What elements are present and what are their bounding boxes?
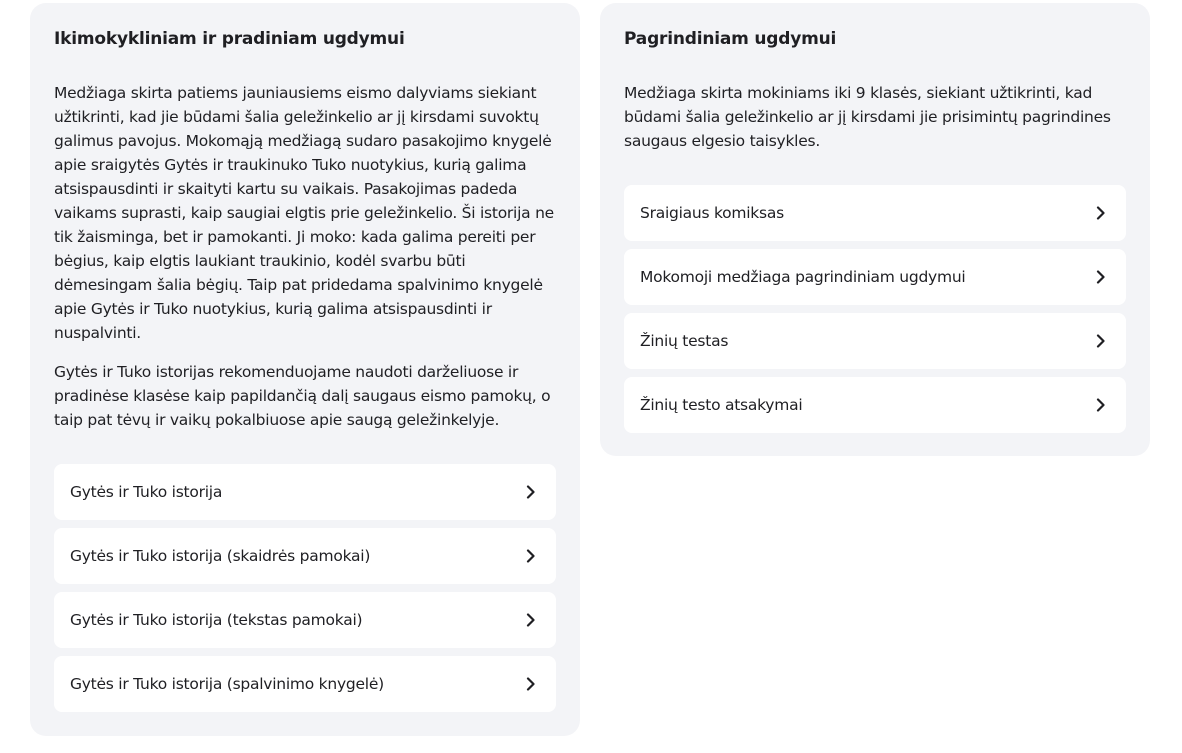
chevron-right-icon	[1096, 398, 1106, 412]
card-preschool-primary	[30, 3, 580, 736]
resource-link-test-answers[interactable]	[624, 377, 1126, 433]
card-description: Medžiaga skirta patiems jauniausiems eismo dalyviams siekiant užtikrinti, kad jie būdami šalia geležinkelio ar jį kirsdami suvoktų galimus pavojus. Mokomąją medžiagą sudaro pasakojimo knygelė apie sraigytės Gytės ir traukinuko Tuko nuotykius, kurią galima atsispausdinti ir skaityti kartu su vaikais. Pasakojimas padeda vaikams suprasti, kaip saugiai elgtis prie geležinkelio. Ši istorija ne tik žaisminga, bet ir pamokanti. Ji moko: kada galima pereiti per bėgius, kaip elgtis laukiant traukinio, kodėl svarbu būti dėmesingam šalia bėgių. Taip pat pridedama spalvinimo knygelė apie Gytės ir Tuko nuotykius, kurią galima atsispausdinti ir nuspalvinti.	[54, 84, 554, 342]
resource-links	[624, 185, 1126, 433]
resource-link-story-slides[interactable]	[54, 528, 556, 584]
resource-link-label: Gytės ir Tuko istorija (tekstas pamokai)	[70, 611, 363, 629]
resource-link-teaching-material[interactable]	[624, 249, 1126, 305]
resource-link-label: Žinių testas	[640, 332, 729, 350]
chevron-right-icon	[1096, 334, 1106, 348]
resource-link-knowledge-test[interactable]	[624, 313, 1126, 369]
resource-link-coloring-book[interactable]	[54, 656, 556, 712]
chevron-right-icon	[526, 549, 536, 563]
resource-link-comic[interactable]	[624, 185, 1126, 241]
resource-link-label: Gytės ir Tuko istorija (skaidrės pamokai)	[70, 547, 371, 565]
card-recommendation: Gytės ir Tuko istorijas rekomenduojame naudoti darželiuose ir pradinėse klasėse kaip papildančią dalį saugaus eismo pamokų, o taip pat tėvų ir vaikų pokalbiuose apie saugą geležinkelyje.	[54, 363, 551, 429]
card-description: Medžiaga skirta mokiniams iki 9 klasės, siekiant užtikrinti, kad būdami šalia geležinkelio ar jį kirsdami jie prisimintų pagrindines saugaus elgesio taisykles.	[624, 84, 1111, 150]
chevron-right-icon	[526, 677, 536, 691]
card-title: Ikimokykliniam ir pradiniam ugdymui	[54, 29, 405, 49]
resource-link-story-text[interactable]	[54, 592, 556, 648]
chevron-right-icon	[1096, 270, 1106, 284]
card-title: Pagrindiniam ugdymui	[624, 29, 837, 49]
resource-link-label: Žinių testo atsakymai	[640, 396, 803, 414]
resource-link-label: Gytės ir Tuko istorija	[70, 483, 223, 501]
chevron-right-icon	[526, 485, 536, 499]
chevron-right-icon	[1096, 206, 1106, 220]
resource-links	[54, 464, 556, 712]
resource-link-label: Mokomoji medžiaga pagrindiniam ugdymui	[640, 268, 966, 286]
chevron-right-icon	[526, 613, 536, 627]
resource-link-label: Sraigiaus komiksas	[640, 204, 784, 222]
card-basic-education	[600, 3, 1150, 456]
resource-link-story[interactable]	[54, 464, 556, 520]
resource-link-label: Gytės ir Tuko istorija (spalvinimo knygelė)	[70, 675, 384, 693]
